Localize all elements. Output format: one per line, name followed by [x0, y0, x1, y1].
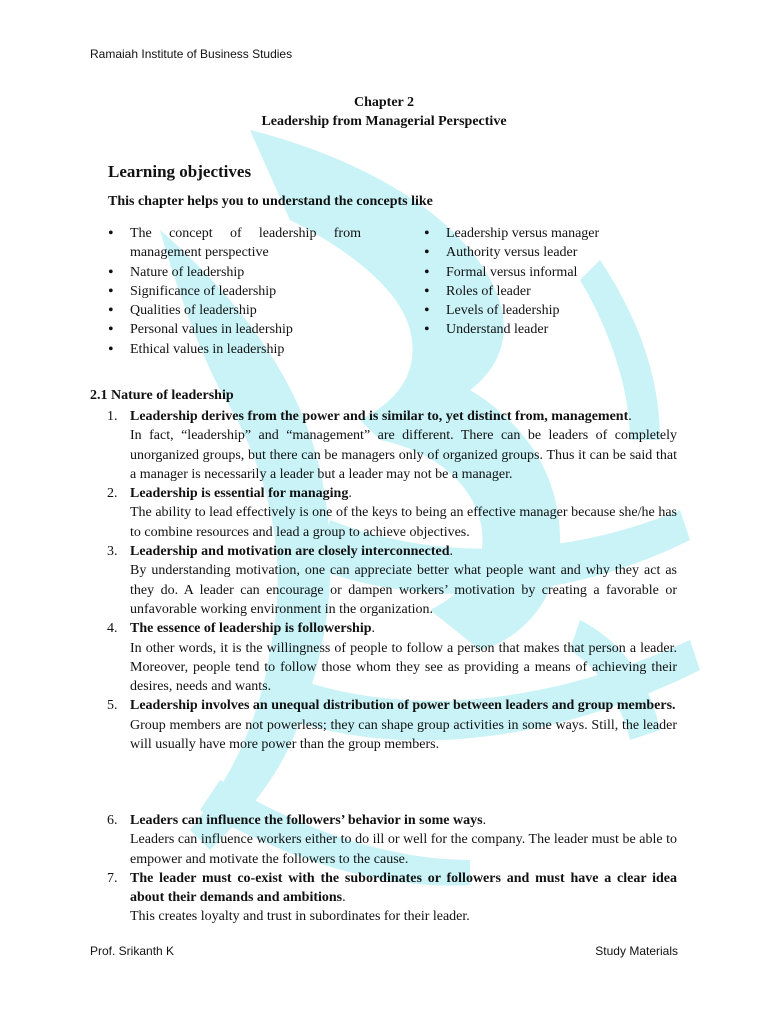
list-item: • Nature of leadership	[108, 263, 245, 281]
bullet-icon: •	[108, 225, 114, 242]
list-item: • The concept of leadership from management perspective	[108, 225, 361, 261]
footer-label: Study Materials	[595, 944, 678, 958]
objectives-list-right	[424, 224, 684, 340]
bullet-icon: •	[424, 263, 430, 281]
list-item: 3. Leadership and motivation are closely interconnected. By understanding motivation, one can appreciate better what people want and why they act as they do. A leader can encourage or dampen workers’ motivation by creating a favorable or unfavorable working environment in the organization.	[107, 544, 677, 617]
list-item: 4. The essence of leadership is followership. In other words, it is the willingness of people to follow a person that makes that person a leader. Moreover, people tend to follow those whom they see as providing a means of achieving their desires, needs and wants.	[107, 621, 677, 695]
list-item: • Understand leader	[424, 321, 549, 339]
list-item: • Leadership versus manager	[424, 225, 600, 242]
objectives-heading: Learning objectives	[108, 162, 252, 181]
numbered-list-part1	[107, 407, 677, 754]
bullet-icon: •	[424, 225, 430, 242]
list-item: • Significance of leadership	[108, 282, 277, 300]
bullet-icon: •	[424, 302, 430, 320]
list-item: • Formal versus informal	[424, 263, 578, 281]
list-item: 6. Leaders can influence the followers’ behavior in some ways. Leaders can influence workers either to do ill or well for the company. The leader must be able to empower and motivate the followers to the cause.	[107, 813, 677, 867]
list-item: • Ethical values in leadership	[108, 340, 285, 358]
bullet-icon: •	[108, 321, 114, 339]
list-item: • Qualities of leadership	[108, 302, 257, 320]
section-title: 2.1 Nature of leadership	[90, 388, 234, 403]
bullet-icon: •	[424, 321, 430, 339]
bullet-icon: •	[424, 244, 430, 262]
list-item: • Personal values in leadership	[108, 321, 293, 339]
list-item: 5. Leadership involves an unequal distribution of power between leaders and group members. Group members are not powerless; they can shape group activities in some ways. Still, the leader will usually have more power than the group members.	[107, 698, 677, 753]
bullet-icon: •	[108, 340, 114, 358]
list-item: 2. Leadership is essential for managing. The ability to lead effectively is one of the keys to being an effective manager because she/he has to combine resources and lead a group to achieve objectives.	[107, 486, 677, 540]
bullet-icon: •	[108, 282, 114, 300]
list-item: 1. Leadership derives from the power and is similar to, yet distinct from, management. In fact, “leadership” and “management” are different. There can be leaders of completely unorganized groups, but there can be managers only of organized groups. Thus it can be said that a manager is necessarily a leader but a leader may not be a manager.	[107, 409, 677, 482]
objectives-list-left	[108, 224, 361, 359]
list-item: • Roles of leader	[424, 282, 531, 300]
list-item: 7. The leader must co-exist with the subordinates or followers and must have a clear idea about their demands and ambitions. This creates loyalty and trust in subordinates for their leader.	[107, 870, 677, 925]
bullet-icon: •	[108, 302, 114, 320]
bullet-icon: •	[424, 282, 430, 300]
chapter-title: Leadership from Managerial Perspective	[261, 114, 507, 129]
list-item: • Authority versus leader	[424, 244, 578, 262]
list-item: • Levels of leadership	[424, 302, 560, 320]
chapter-number: Chapter 2	[353, 95, 415, 110]
numbered-list-part2	[107, 811, 677, 927]
footer-author: Prof. Srikanth K	[90, 944, 175, 958]
page-header: Ramaiah Institute of Business Studies	[90, 47, 293, 61]
bullet-icon: •	[108, 263, 114, 281]
objectives-intro: This chapter helps you to understand the concepts like	[108, 194, 433, 209]
